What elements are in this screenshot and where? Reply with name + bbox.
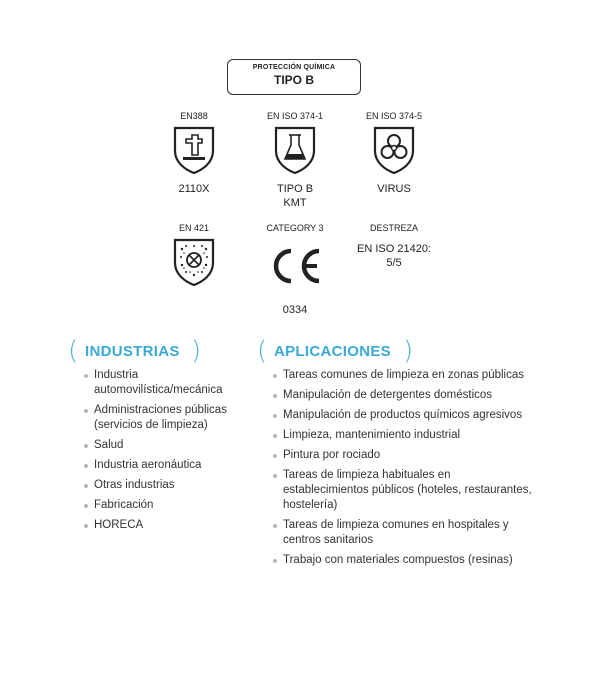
industries-list	[83, 368, 253, 538]
industries-title: INDUSTRIAS	[85, 343, 180, 360]
list-item: Fabricación	[83, 498, 253, 513]
industries-heading	[68, 338, 208, 364]
badge-caption: PROTECCIÓN QUÍMICA	[252, 64, 336, 71]
standard-title: DESTREZA	[369, 223, 418, 233]
standard-en-iso-374-5	[339, 111, 449, 196]
biohazard-shield-icon	[372, 125, 416, 175]
standard-title: EN388	[180, 111, 208, 121]
standard-category-3	[240, 223, 350, 317]
standard-destreza	[339, 223, 449, 270]
open-bracket-icon: (	[257, 336, 268, 366]
radiation-shield-icon	[172, 237, 216, 287]
standard-en388	[139, 111, 249, 196]
list-item: Tareas de limpieza comunes en hospitales y centros sanitarios	[272, 518, 537, 548]
badge-title: TIPO B	[273, 73, 314, 87]
list-item: Limpieza, mantenimiento industrial	[272, 428, 537, 443]
close-bracket-icon: )	[403, 336, 414, 366]
list-item: Administraciones públicas (servicios de limpieza)	[83, 403, 253, 433]
list-item: Industria aeronáutica	[83, 458, 253, 473]
protection-type-badge	[227, 59, 361, 95]
standard-value: 2110X	[178, 183, 210, 195]
flask-shield-icon	[273, 125, 317, 175]
applications-title: APLICACIONES	[274, 343, 391, 360]
list-item: Manipulación de detergentes domésticos	[272, 388, 537, 403]
standard-value: TIPO B KMT	[276, 183, 314, 209]
list-item: Industria automovilística/mecánica	[83, 368, 253, 398]
applications-list	[272, 368, 537, 573]
applications-heading	[257, 338, 417, 364]
open-bracket-icon: (	[68, 336, 79, 366]
list-item: HORECA	[83, 518, 253, 533]
hammer-shield-icon	[172, 125, 216, 175]
list-item: Trabajo con materiales compuestos (resinas)	[272, 553, 537, 568]
list-item: Salud	[83, 438, 253, 453]
list-item: Tareas comunes de limpieza en zonas públicas	[272, 368, 537, 383]
standard-en-421	[139, 223, 249, 287]
list-item: Pintura por rociado	[272, 448, 537, 463]
list-item: Manipulación de productos químicos agresivos	[272, 408, 537, 423]
standard-title: CATEGORY 3	[266, 223, 324, 233]
standard-title: EN 421	[178, 223, 210, 233]
list-item: Tareas de limpieza habituales en establecimientos públicos (hoteles, restaurantes, hostelería)	[272, 468, 537, 513]
standard-title: EN ISO 374-5	[365, 111, 423, 121]
standard-title: EN ISO 374-1	[266, 111, 324, 121]
standard-value: VIRUS	[377, 183, 411, 195]
standard-value: EN ISO 21420: 5/5	[357, 243, 431, 269]
standard-en-iso-374-1	[240, 111, 350, 210]
ce-mark-icon	[267, 243, 323, 289]
close-bracket-icon: )	[191, 336, 202, 366]
list-item: Otras industrias	[83, 478, 253, 493]
standard-value: 0334	[282, 304, 308, 316]
